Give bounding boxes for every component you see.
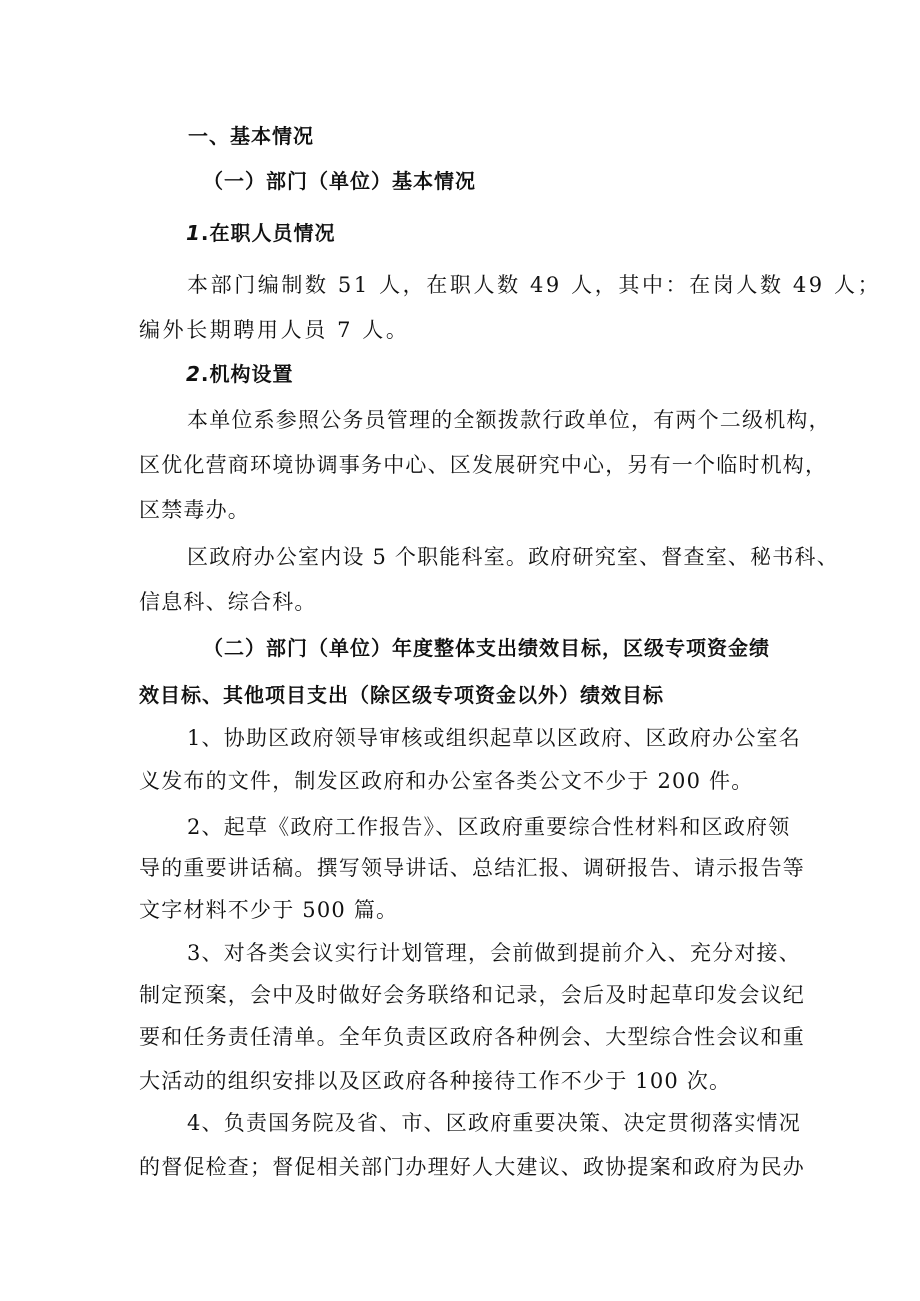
paragraph-line: 的督促检查；督促相关部门办理好人大建议、政协提案和政府为民办: [139, 1155, 805, 1179]
item-number: 2: [186, 362, 201, 386]
paragraph-line: 要和任务责任清单。全年负责区政府各种例会、大型综合性会议和重: [139, 1025, 805, 1049]
paragraph-line: 本部门编制数 51 人，在职人数 49 人，其中：在岗人数 49 人；: [187, 273, 882, 297]
paragraph-line: 2、起草《政府工作报告》、区政府重要综合性材料和区政府领: [187, 815, 791, 839]
paragraph-line: 1、协助区政府领导审核或组织起草以区政府、区政府办公室名: [187, 726, 801, 750]
item-heading-text: .在职人员情况: [200, 221, 336, 245]
subsection-heading: （二）部门（单位）年度整体支出绩效目标，区级专项资金绩: [203, 636, 770, 660]
paragraph-line: 导的重要讲话稿。撰写领导讲话、总结汇报、调研报告、请示报告等: [139, 856, 805, 880]
paragraph-line: 区政府办公室内设 5 个职能科室。政府研究室、督查室、秘书科、: [187, 545, 839, 569]
paragraph-line: 大活动的组织安排以及区政府各种接待工作不少于 100 次。: [139, 1069, 732, 1093]
subsection-heading: 效目标、其他项目支出（除区级专项资金以外）绩效目标: [139, 683, 664, 707]
item-number: 1: [186, 221, 201, 245]
paragraph-line: 编外长期聘用人员 7 人。: [139, 318, 410, 342]
paragraph-line: 区禁毒办。: [139, 498, 250, 522]
paragraph-line: 3、对各类会议实行计划管理，会前做到提前介入、充分对接、: [187, 941, 801, 965]
item-heading-text: .机构设置: [200, 362, 294, 386]
paragraph-line: 4、负责国务院及省、市、区政府重要决策、决定贯彻落实情况: [187, 1111, 801, 1135]
paragraph-line: 文字材料不少于 500 篇。: [139, 898, 399, 922]
section-heading: 一、基本情况: [188, 124, 314, 148]
item-heading: [186, 218, 336, 248]
item-heading: [186, 359, 294, 389]
paragraph-line: 区优化营商环境协调事务中心、区发展研究中心，另有一个临时机构，: [139, 453, 828, 477]
paragraph-line: 信息科、综合科。: [139, 590, 317, 614]
paragraph-line: 义发布的文件，制发区政府和办公室各类公文不少于 200 件。: [139, 769, 754, 793]
subsection-heading: （一）部门（单位）基本情况: [203, 169, 476, 193]
paragraph-line: 制定预案，会中及时做好会务联络和记录，会后及时起草印发会议纪: [139, 983, 805, 1007]
paragraph-line: 本单位系参照公务员管理的全额拨款行政单位，有两个二级机构，: [187, 408, 831, 432]
